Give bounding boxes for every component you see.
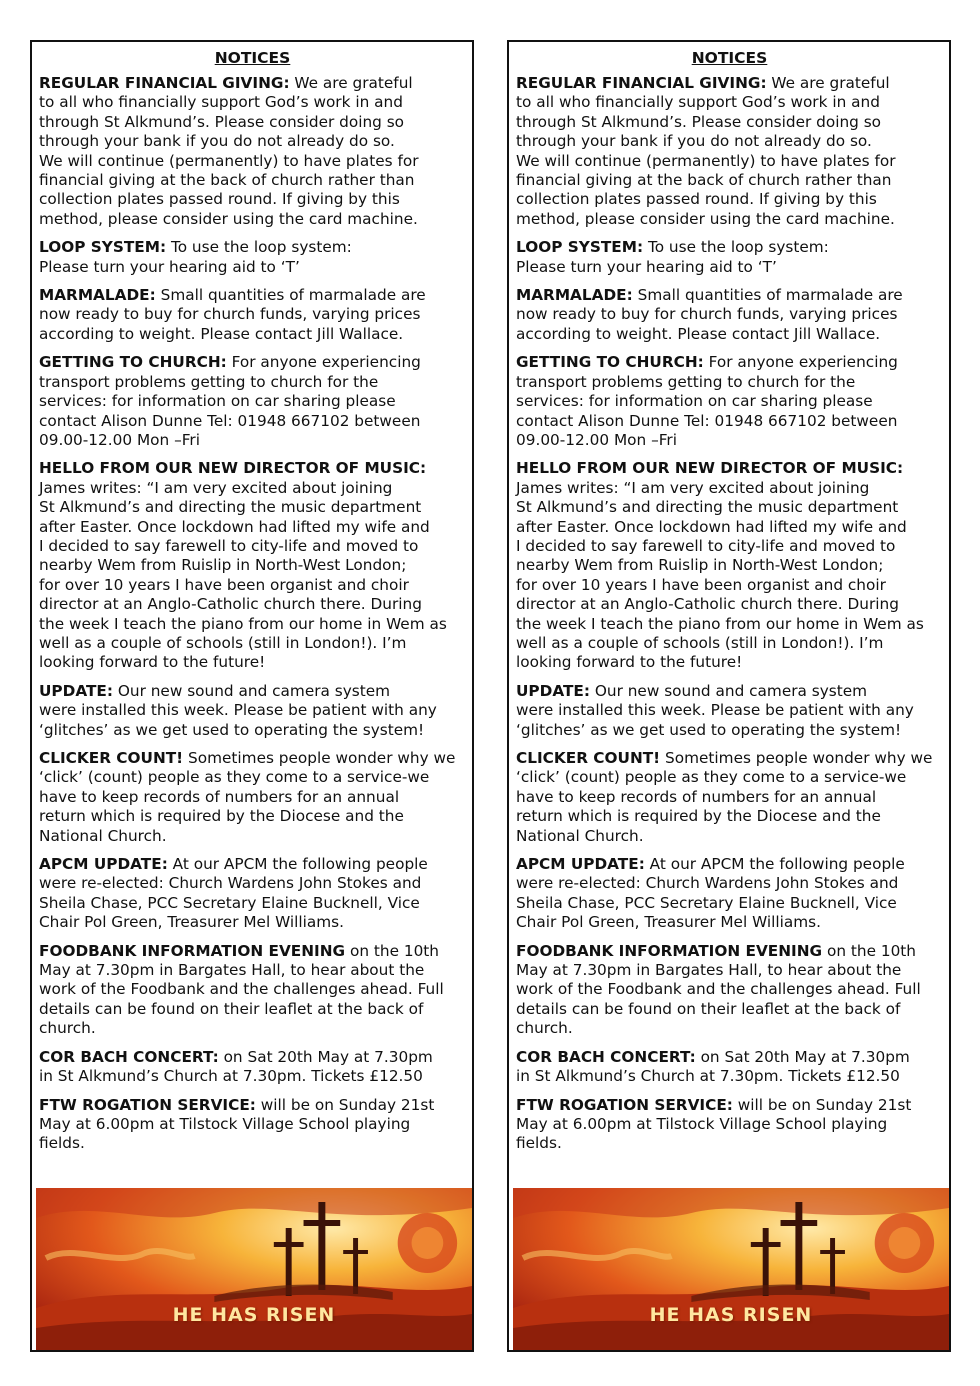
notice-line xyxy=(516,286,943,305)
notice-line xyxy=(516,615,943,634)
notice-text: will be on Sunday 21st xyxy=(732,1095,912,1114)
notice-text: on Sat 20th May at 7.30pm xyxy=(695,1047,910,1066)
notice-line xyxy=(516,412,943,431)
notice-text: according to weight. Please contact Jill Wallace. xyxy=(39,324,404,343)
notice-text: James writes: “I am very excited about joining xyxy=(39,478,393,497)
notice-line xyxy=(39,788,466,807)
notice-text: ‘click’ (count) people as they come to a service-we xyxy=(39,768,430,787)
notice-sheet-left xyxy=(30,40,474,1352)
notice-line xyxy=(516,305,943,324)
easter-banner xyxy=(36,1188,472,1350)
notice-text: contact Alison Dunne Tel: 01948 667102 between xyxy=(39,411,421,430)
notice-text: ‘glitches’ as we get used to operating the system! xyxy=(39,720,425,739)
notice-line xyxy=(39,894,466,913)
notice-line xyxy=(516,855,943,874)
notice-text: transport problems getting to church for the xyxy=(516,372,856,391)
notice-text: have to keep records of numbers for an annual xyxy=(39,787,400,806)
notice-label: FTW ROGATION SERVICE: xyxy=(516,1095,733,1114)
notice-text: financial giving at the back of church rather than xyxy=(39,171,415,190)
notice-line xyxy=(39,961,466,980)
notice-line xyxy=(39,721,466,740)
notice-label: LOOP SYSTEM: xyxy=(39,238,167,257)
notice-line xyxy=(39,1115,466,1134)
notice-line xyxy=(516,788,943,807)
notice-label: MARMALADE: xyxy=(39,286,156,305)
notices-heading: NOTICES xyxy=(691,49,768,67)
notice-line xyxy=(516,498,943,517)
notice-text: were re-elected: Church Wardens John Stokes and xyxy=(39,874,422,893)
notice-item xyxy=(516,942,943,1039)
notice-text: services: for information on car sharing please xyxy=(39,392,396,411)
notice-text: National Church. xyxy=(516,826,644,845)
notice-text: Chair Pol Green, Treasurer Mel Williams. xyxy=(39,913,344,932)
notice-label: COR BACH CONCERT: xyxy=(39,1047,219,1066)
notice-text: now ready to buy for church funds, varying prices xyxy=(39,305,421,324)
notice-line xyxy=(39,373,466,392)
notice-line xyxy=(516,1115,943,1134)
notice-line xyxy=(516,238,943,257)
notice-line xyxy=(39,556,466,575)
easter-banner xyxy=(513,1188,949,1350)
notice-text: the week I teach the piano from our home in Wem as xyxy=(516,614,924,633)
notice-text: contact Alison Dunne Tel: 01948 667102 between xyxy=(516,411,898,430)
notice-label: APCM UPDATE: xyxy=(39,855,168,874)
notice-item xyxy=(516,238,943,277)
notice-line xyxy=(516,653,943,672)
notice-line xyxy=(39,682,466,701)
notice-item xyxy=(516,286,943,344)
notice-text: in St Alkmund’s Church at 7.30pm. Tickets £12.50 xyxy=(516,1067,900,1086)
notice-line xyxy=(39,1134,466,1153)
notice-line xyxy=(39,913,466,932)
notice-line xyxy=(39,768,466,787)
notice-text: through your bank if you do not already do so. xyxy=(516,132,872,151)
notice-line xyxy=(39,537,466,556)
notice-line xyxy=(39,498,466,517)
notice-line xyxy=(39,431,466,450)
notice-text: after Easter. Once lockdown had lifted my wife and xyxy=(39,517,430,536)
notice-line xyxy=(39,171,466,190)
notice-label: HELLO FROM OUR NEW DIRECTOR OF MUSIC: xyxy=(516,459,904,478)
notices-heading: NOTICES xyxy=(214,49,291,67)
notice-line xyxy=(516,518,943,537)
notice-line xyxy=(516,634,943,653)
notice-text: according to weight. Please contact Jill Wallace. xyxy=(516,324,881,343)
notice-text: director at an Anglo-Catholic church there. During xyxy=(516,595,899,614)
notice-line xyxy=(39,827,466,846)
notice-text: method, please consider using the card machine. xyxy=(39,209,418,228)
notice-line xyxy=(516,682,943,701)
notice-text: collection plates passed round. If giving by this xyxy=(516,190,877,209)
notice-line xyxy=(39,479,466,498)
notice-text: work of the Foodbank and the challenges ahead. Full xyxy=(516,980,921,999)
notice-text: details can be found on their leaflet at the back of xyxy=(516,999,901,1018)
notice-line xyxy=(516,1000,943,1019)
notice-label: UPDATE: xyxy=(516,681,590,700)
notice-line xyxy=(39,93,466,112)
notice-line xyxy=(39,701,466,720)
notice-text: well as a couple of schools (still in London!). I’m xyxy=(516,633,884,652)
notice-text: Sheila Chase, PCC Secretary Elaine Bucknell, Vice xyxy=(516,893,897,912)
notice-text: St Alkmund’s and directing the music department xyxy=(39,498,422,517)
notice-label: REGULAR FINANCIAL GIVING: xyxy=(39,74,290,92)
notice-text: May at 7.30pm in Bargates Hall, to hear about the xyxy=(39,961,425,980)
notice-line xyxy=(516,1048,943,1067)
notice-line xyxy=(516,392,943,411)
notice-line xyxy=(39,459,466,478)
notice-line xyxy=(516,807,943,826)
notice-line xyxy=(39,1000,466,1019)
notice-text: through your bank if you do not already do so. xyxy=(39,132,395,151)
notice-text: looking forward to the future! xyxy=(39,653,266,672)
notice-line xyxy=(39,1067,466,1086)
notice-label: APCM UPDATE: xyxy=(516,855,645,874)
notice-text: through St Alkmund’s. Please consider doing so xyxy=(39,112,405,131)
notice-label: UPDATE: xyxy=(39,681,113,700)
notice-line xyxy=(516,1019,943,1038)
notice-label: LOOP SYSTEM: xyxy=(516,238,644,257)
notice-text: nearby Wem from Ruislip in North-West London; xyxy=(516,556,884,575)
notice-line xyxy=(39,634,466,653)
notice-text: for over 10 years I have been organist and choir xyxy=(516,575,886,594)
notice-item xyxy=(39,855,466,933)
notice-line xyxy=(39,1096,466,1115)
notice-text: director at an Anglo-Catholic church there. During xyxy=(39,595,422,614)
notice-item xyxy=(516,1048,943,1087)
notice-label: COR BACH CONCERT: xyxy=(516,1047,696,1066)
notice-label: REGULAR FINANCIAL GIVING: xyxy=(516,74,767,92)
notice-label: MARMALADE: xyxy=(516,286,633,305)
notice-text: We are grateful xyxy=(289,74,413,92)
notice-list xyxy=(39,74,466,1154)
notice-line xyxy=(39,258,466,277)
notice-text: Our new sound and camera system xyxy=(112,681,391,700)
notice-text: method, please consider using the card machine. xyxy=(516,209,895,228)
notice-text: National Church. xyxy=(39,826,167,845)
notice-text: ‘glitches’ as we get used to operating the system! xyxy=(516,720,902,739)
notice-text: To use the loop system: xyxy=(643,238,829,257)
notice-text: I decided to say farewell to city-life and moved to xyxy=(516,536,896,555)
notice-text: services: for information on car sharing please xyxy=(516,392,873,411)
notice-text: Small quantities of marmalade are xyxy=(632,286,903,305)
notice-line xyxy=(39,412,466,431)
notice-content xyxy=(39,48,466,1163)
notice-label: CLICKER COUNT! xyxy=(516,749,661,767)
notice-item xyxy=(516,74,943,229)
notice-line xyxy=(39,595,466,614)
notice-item xyxy=(39,682,466,740)
notice-line xyxy=(39,807,466,826)
notice-list xyxy=(516,74,943,1154)
notice-line xyxy=(39,942,466,961)
notice-label: GETTING TO CHURCH: xyxy=(39,353,227,372)
notice-line xyxy=(39,518,466,537)
notice-item xyxy=(516,1096,943,1154)
notice-item xyxy=(39,749,466,846)
notice-text: in St Alkmund’s Church at 7.30pm. Tickets £12.50 xyxy=(39,1067,423,1086)
notice-text: ‘click’ (count) people as they come to a service-we xyxy=(516,768,907,787)
notice-item xyxy=(39,353,466,450)
notice-line xyxy=(39,238,466,257)
notice-text: May at 6.00pm at Tilstock Village School playing xyxy=(39,1114,411,1133)
notice-line xyxy=(516,459,943,478)
notice-item xyxy=(39,238,466,277)
notice-text: financial giving at the back of church rather than xyxy=(516,171,892,190)
notice-text: will be on Sunday 21st xyxy=(255,1095,435,1114)
notice-text: To use the loop system: xyxy=(166,238,352,257)
notice-line xyxy=(516,768,943,787)
notice-line xyxy=(39,305,466,324)
notice-text: We will continue (permanently) to have plates for xyxy=(39,151,419,170)
notice-line xyxy=(516,894,943,913)
notice-text: well as a couple of schools (still in London!). I’m xyxy=(39,633,407,652)
notice-text: now ready to buy for church funds, varying prices xyxy=(516,305,898,324)
notice-label: HELLO FROM OUR NEW DIRECTOR OF MUSIC: xyxy=(39,459,427,478)
notice-line xyxy=(516,874,943,893)
notice-line xyxy=(516,1067,943,1086)
notice-item xyxy=(516,682,943,740)
notice-line xyxy=(516,190,943,209)
notice-line xyxy=(39,152,466,171)
notice-line xyxy=(516,353,943,372)
he-has-risen-text: HE HAS RISEN xyxy=(649,1304,813,1326)
notice-label: FOODBANK INFORMATION EVENING xyxy=(516,941,823,960)
notice-text: to all who financially support God’s work in and xyxy=(516,93,880,112)
notice-line xyxy=(39,286,466,305)
notice-text: work of the Foodbank and the challenges ahead. Full xyxy=(39,980,444,999)
notice-line xyxy=(39,113,466,132)
notice-line xyxy=(516,74,943,93)
notice-line xyxy=(39,615,466,634)
notice-text: nearby Wem from Ruislip in North-West London; xyxy=(39,556,407,575)
notice-line xyxy=(39,576,466,595)
notice-line xyxy=(516,961,943,980)
notice-line xyxy=(516,325,943,344)
notice-line xyxy=(516,749,943,768)
notice-line xyxy=(39,749,466,768)
notice-line xyxy=(39,353,466,372)
notice-line xyxy=(516,827,943,846)
notice-label: FOODBANK INFORMATION EVENING xyxy=(39,941,346,960)
notice-line xyxy=(516,210,943,229)
notice-label: FTW ROGATION SERVICE: xyxy=(39,1095,256,1114)
notice-line xyxy=(516,479,943,498)
notice-line xyxy=(39,980,466,999)
notice-item xyxy=(516,855,943,933)
notice-line xyxy=(39,653,466,672)
notice-line xyxy=(39,1048,466,1067)
notice-text: after Easter. Once lockdown had lifted my wife and xyxy=(516,517,907,536)
notice-text: church. xyxy=(516,1019,573,1038)
notice-text: return which is required by the Diocese and the xyxy=(39,807,404,826)
notice-text: We will continue (permanently) to have plates for xyxy=(516,151,896,170)
notice-text: Please turn your hearing aid to ‘T’ xyxy=(39,257,300,276)
notice-line xyxy=(516,113,943,132)
he-has-risen-text: HE HAS RISEN xyxy=(172,1304,336,1326)
notice-text: At our APCM the following people xyxy=(167,855,428,874)
notice-text: At our APCM the following people xyxy=(644,855,905,874)
notice-line xyxy=(516,93,943,112)
notice-line xyxy=(39,1019,466,1038)
notice-line xyxy=(516,132,943,151)
notice-line xyxy=(516,1096,943,1115)
notice-text: have to keep records of numbers for an annual xyxy=(516,787,877,806)
notice-line xyxy=(516,913,943,932)
notice-text: for over 10 years I have been organist and choir xyxy=(39,575,409,594)
notice-item xyxy=(39,1048,466,1087)
notice-label: CLICKER COUNT! xyxy=(39,749,184,767)
notice-line xyxy=(39,325,466,344)
notice-sheet-right xyxy=(507,40,951,1352)
notice-line xyxy=(516,556,943,575)
notice-text: were installed this week. Please be patient with any xyxy=(516,701,914,720)
notice-text: Sometimes people wonder why we xyxy=(183,749,456,767)
notice-text: details can be found on their leaflet at the back of xyxy=(39,999,424,1018)
notice-item xyxy=(516,353,943,450)
notice-text: Sheila Chase, PCC Secretary Elaine Bucknell, Vice xyxy=(39,893,420,912)
notice-line xyxy=(516,701,943,720)
notice-line xyxy=(39,74,466,93)
notice-text: I decided to say farewell to city-life and moved to xyxy=(39,536,419,555)
notice-text: Our new sound and camera system xyxy=(589,681,868,700)
notice-text: We are grateful xyxy=(766,74,890,92)
notice-text: St Alkmund’s and directing the music department xyxy=(516,498,899,517)
notice-text: fields. xyxy=(516,1134,562,1153)
notice-text: 09.00-12.00 Mon –Fri xyxy=(39,430,200,449)
notice-line xyxy=(516,595,943,614)
notice-text: fields. xyxy=(39,1134,85,1153)
notice-line xyxy=(39,855,466,874)
notice-line xyxy=(516,980,943,999)
notice-line xyxy=(39,392,466,411)
notice-line xyxy=(39,210,466,229)
notice-text: James writes: “I am very excited about joining xyxy=(516,478,870,497)
notice-text: on the 10th xyxy=(822,941,916,960)
notice-line xyxy=(516,537,943,556)
notice-item xyxy=(39,1096,466,1154)
notice-line xyxy=(39,190,466,209)
notice-content xyxy=(516,48,943,1163)
notice-text: through St Alkmund’s. Please consider doing so xyxy=(516,112,882,131)
notice-text: church. xyxy=(39,1019,96,1038)
notice-item xyxy=(39,942,466,1039)
notice-item xyxy=(516,749,943,846)
notice-text: For anyone experiencing xyxy=(226,353,421,372)
notice-line xyxy=(516,431,943,450)
notice-item xyxy=(39,74,466,229)
notice-text: May at 6.00pm at Tilstock Village School playing xyxy=(516,1114,888,1133)
notice-line xyxy=(516,152,943,171)
notice-text: the week I teach the piano from our home in Wem as xyxy=(39,614,447,633)
notice-text: Please turn your hearing aid to ‘T’ xyxy=(516,257,777,276)
notice-text: on the 10th xyxy=(345,941,439,960)
notice-text: were re-elected: Church Wardens John Stokes and xyxy=(516,874,899,893)
notice-text: were installed this week. Please be patient with any xyxy=(39,701,437,720)
notice-text: collection plates passed round. If giving by this xyxy=(39,190,400,209)
notice-line xyxy=(516,258,943,277)
notice-item xyxy=(516,459,943,672)
notice-line xyxy=(516,171,943,190)
notice-line xyxy=(516,721,943,740)
notice-line xyxy=(516,1134,943,1153)
notice-line xyxy=(39,132,466,151)
notice-text: on Sat 20th May at 7.30pm xyxy=(218,1047,433,1066)
notice-item xyxy=(39,286,466,344)
notice-line xyxy=(516,373,943,392)
notice-item xyxy=(39,459,466,672)
notice-text: to all who financially support God’s work in and xyxy=(39,93,403,112)
notice-line xyxy=(516,576,943,595)
notice-line xyxy=(39,874,466,893)
notice-line xyxy=(516,942,943,961)
notice-text: Small quantities of marmalade are xyxy=(155,286,426,305)
notice-text: return which is required by the Diocese and the xyxy=(516,807,881,826)
notice-text: transport problems getting to church for the xyxy=(39,372,379,391)
notice-text: 09.00-12.00 Mon –Fri xyxy=(516,430,677,449)
notice-text: For anyone experiencing xyxy=(703,353,898,372)
notice-label: GETTING TO CHURCH: xyxy=(516,353,704,372)
notice-text: Chair Pol Green, Treasurer Mel Williams. xyxy=(516,913,821,932)
notice-text: looking forward to the future! xyxy=(516,653,743,672)
notice-text: Sometimes people wonder why we xyxy=(660,749,933,767)
notice-text: May at 7.30pm in Bargates Hall, to hear about the xyxy=(516,961,902,980)
